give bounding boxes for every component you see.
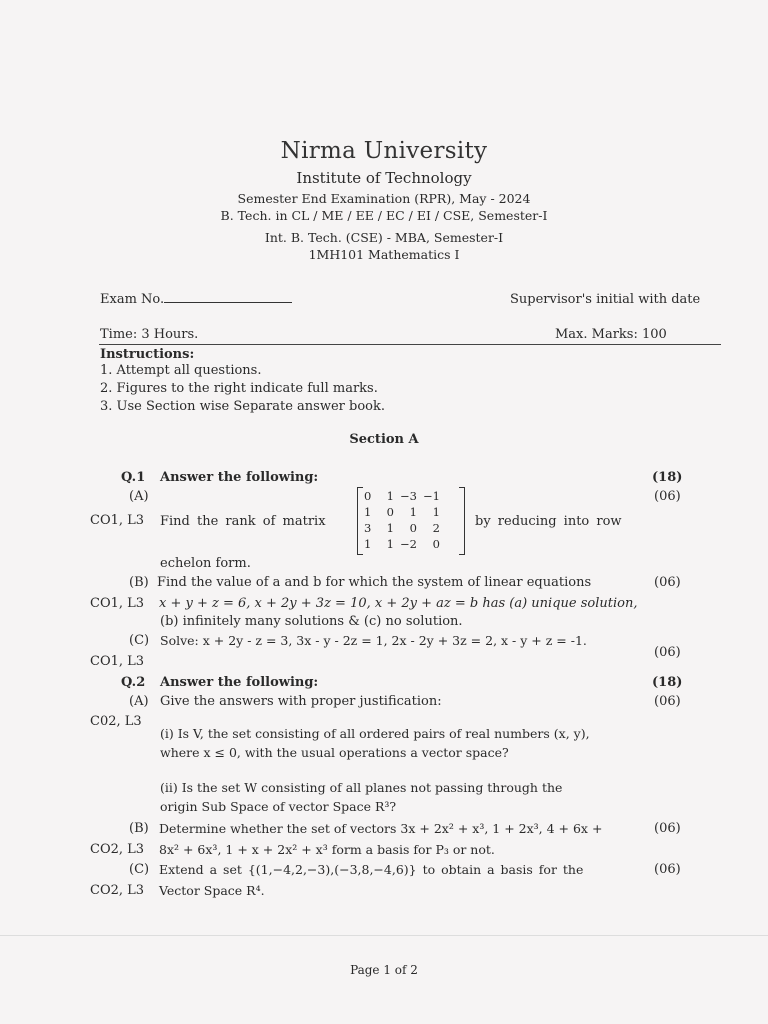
- time-label: Time: 3 Hours.: [100, 327, 199, 342]
- q2c-line1: Extend a set {(1,−4,2,−3),(−3,8,−4,6)} to obtain a basis for the: [159, 862, 584, 877]
- q2b-label: (B): [129, 821, 149, 836]
- matrix-cell: 1: [409, 505, 417, 519]
- q2c-label: (C): [129, 862, 150, 877]
- q2b-line1: Determine whether the set of vectors 3x + 2x² + x³, 1 + 2x³, 4 + 6x +: [159, 821, 603, 836]
- q1c-marks: (06): [654, 645, 681, 660]
- matrix-cell: 1: [386, 521, 394, 535]
- q1b-co: CO1, L3: [90, 596, 145, 611]
- q1-marks: (18): [652, 470, 683, 485]
- header-rule: [99, 344, 721, 345]
- exam-title: Semester End Examination (RPR), May - 2024: [237, 191, 531, 206]
- matrix-cell: 2: [432, 521, 440, 535]
- q1-title: Answer the following:: [160, 470, 319, 485]
- instruction-item: 3. Use Section wise Separate answer book.: [100, 399, 385, 414]
- matrix-cell: 3: [364, 521, 372, 535]
- programme-line: B. Tech. in CL / ME / EE / EC / EI / CSE, Semester-I: [220, 208, 548, 223]
- q2-number: Q.2: [121, 675, 146, 690]
- q2b-co: CO2, L3: [90, 842, 145, 857]
- q2-title: Answer the following:: [160, 675, 319, 690]
- q2a-label: (A): [129, 694, 149, 709]
- q1b-label: (B): [129, 575, 149, 590]
- matrix-cell: 0: [432, 537, 440, 551]
- q2a-ii-line1: (ii) Is the set W consisting of all planes not passing through the: [160, 780, 563, 795]
- course-code: 1MH101 Mathematics I: [308, 247, 460, 262]
- matrix-cell: 1: [386, 489, 394, 503]
- instructions-title: Instructions:: [100, 347, 195, 362]
- programme-line-2: Int. B. Tech. (CSE) - MBA, Semester-I: [264, 230, 504, 245]
- q2c-co: CO2, L3: [90, 883, 145, 898]
- q2b-marks: (06): [654, 821, 681, 836]
- matrix: [357, 487, 465, 555]
- q1b-marks: (06): [654, 575, 681, 590]
- matrix-row: [361, 488, 443, 504]
- footer-divider: [0, 935, 768, 936]
- instruction-item: 2. Figures to the right indicate full marks.: [100, 381, 378, 396]
- q1-number: Q.1: [121, 470, 146, 485]
- q2c-marks: (06): [654, 862, 681, 877]
- q1a-text-after: by reducing into row: [475, 514, 622, 529]
- q2b-line2: 8x² + 6x³, 1 + x + 2x² + x³ form a basis for P₃ or not.: [159, 842, 495, 857]
- q2a-ii-line2: origin Sub Space of vector Space R³?: [160, 799, 397, 814]
- supervisor-label: Supervisor's initial with date: [510, 292, 701, 307]
- section-title: Section A: [349, 432, 419, 447]
- matrix-row: [361, 536, 443, 552]
- matrix-cell: 0: [409, 521, 417, 535]
- matrix-entries: [361, 488, 443, 552]
- matrix-cell: 1: [386, 537, 394, 551]
- matrix-cell: 0: [364, 489, 372, 503]
- q1c-co: CO1, L3: [90, 654, 145, 669]
- matrix-cell: −1: [422, 489, 440, 503]
- q2a-co: C02, L3: [90, 714, 142, 729]
- exam-no-blank: [164, 292, 292, 303]
- matrix-cell: 0: [386, 505, 394, 519]
- matrix-row: [361, 520, 443, 536]
- q1b-line2: x + y + z = 6, x + 2y + 3z = 10, x + 2y + az = b has (a) unique solution,: [159, 596, 638, 611]
- exam-no-field: [100, 292, 292, 307]
- q1a-co: CO1, L3: [90, 513, 145, 528]
- q2-marks: (18): [652, 675, 683, 690]
- page-number: Page 1 of 2: [350, 963, 418, 977]
- instruction-item: 1. Attempt all questions.: [100, 363, 262, 378]
- matrix-cell: −3: [400, 489, 417, 503]
- q1a-marks: (06): [654, 489, 681, 504]
- matrix-cell: 1: [364, 505, 372, 519]
- q2a-i-line1: (i) Is V, the set consisting of all ordered pairs of real numbers (x, y),: [160, 726, 590, 741]
- max-marks-label: Max. Marks: 100: [555, 327, 667, 342]
- q1b-line3: (b) infinitely many solutions & (c) no solution.: [160, 614, 463, 629]
- matrix-right-bracket: [459, 487, 465, 555]
- q2a-marks: (06): [654, 694, 681, 709]
- matrix-cell: 1: [432, 505, 440, 519]
- university-name: Nirma University: [280, 138, 488, 164]
- q1a-text: Find the rank of matrix: [160, 514, 326, 529]
- q1c-label: (C): [129, 633, 150, 648]
- institute-name: Institute of Technology: [296, 169, 472, 187]
- matrix-row: [361, 504, 443, 520]
- q2a-text: Give the answers with proper justification:: [160, 694, 442, 709]
- matrix-cell: 1: [364, 537, 372, 551]
- q2a-i-line2: where x ≤ 0, with the usual operations a vector space?: [160, 745, 509, 760]
- q1c-text: Solve: x + 2y - z = 3, 3x - y - 2z = 1, 2x - 2y + 3z = 2, x - y + z = -1.: [160, 633, 587, 648]
- q2c-line2: Vector Space R⁴.: [159, 883, 265, 898]
- matrix-cell: −2: [400, 537, 417, 551]
- q1a-text-cont: echelon form.: [160, 556, 251, 571]
- exam-no-label: Exam No.: [100, 292, 165, 307]
- q1a-label: (A): [129, 489, 149, 504]
- q1b-line1: Find the value of a and b for which the system of linear equations: [157, 575, 592, 590]
